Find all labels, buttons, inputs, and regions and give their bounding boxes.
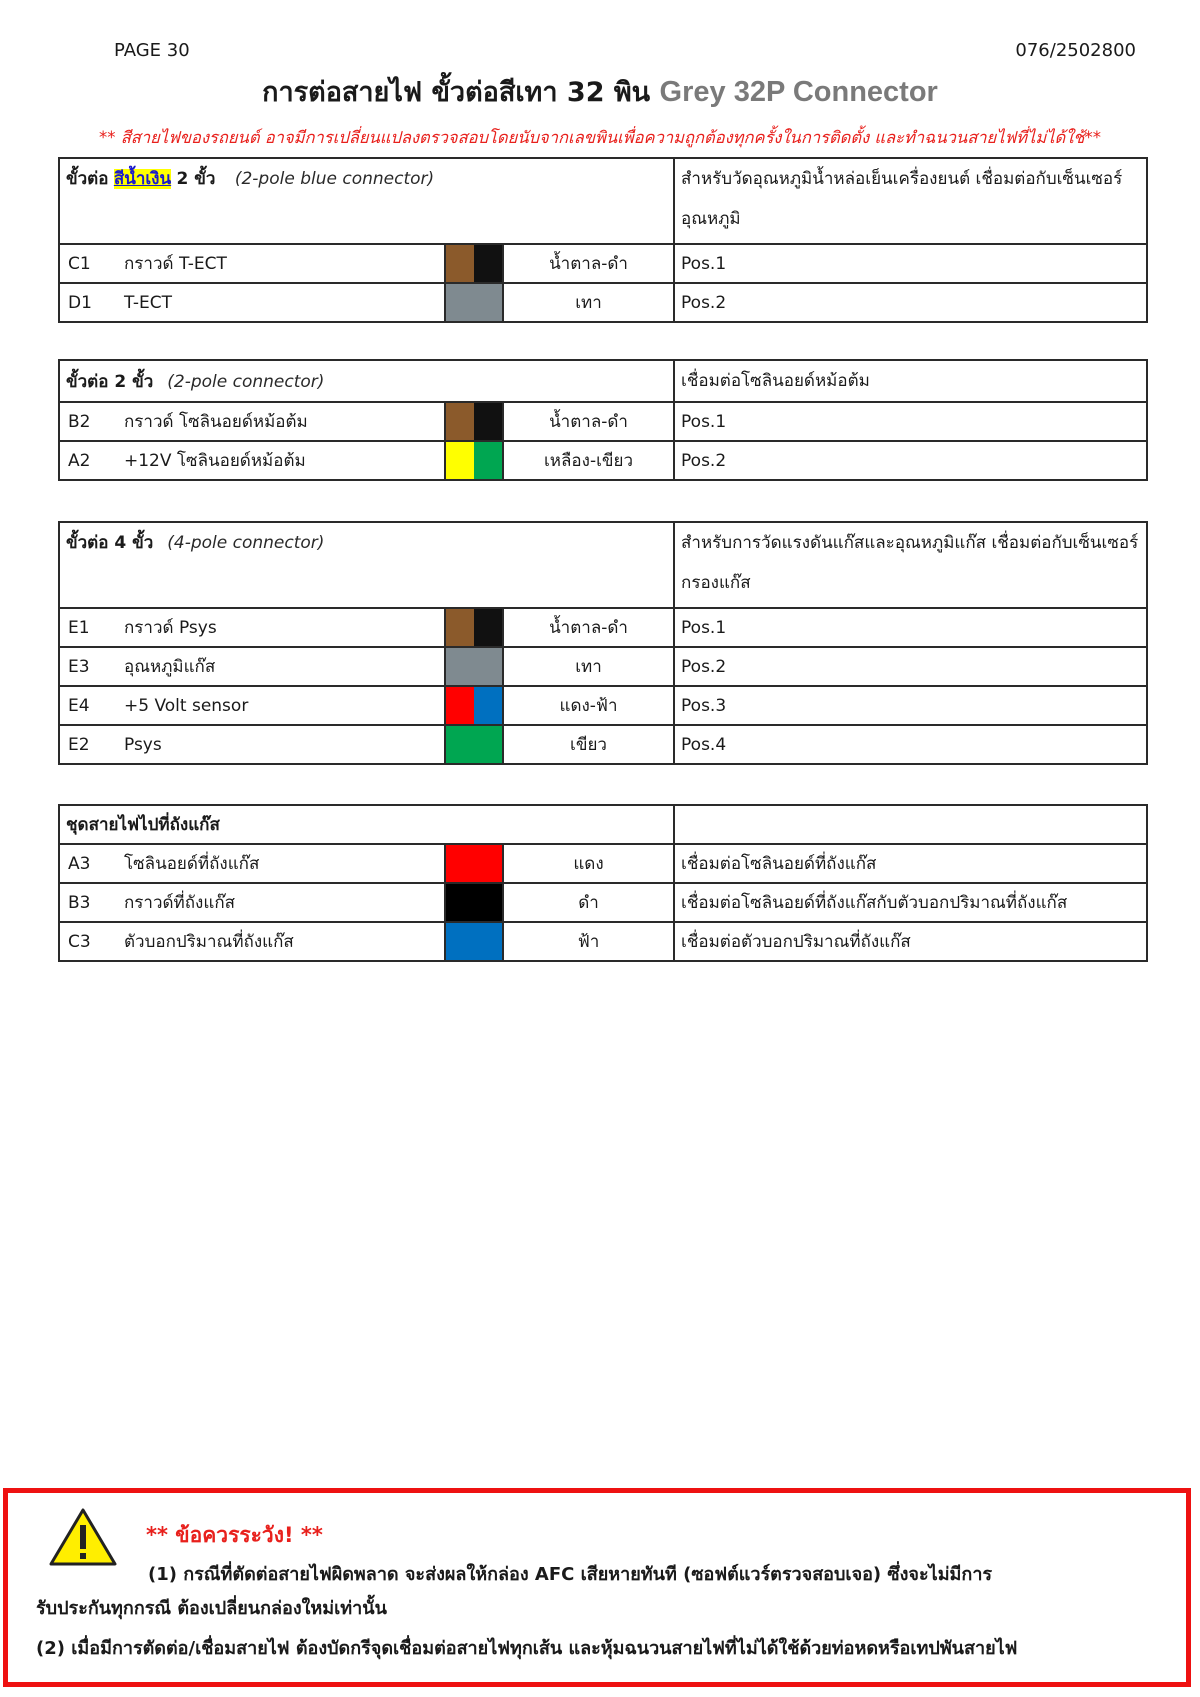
title-thai: การต่อสายไฟ ขั้วต่อสีเทา 32 พิน [262,77,651,108]
table-row: B3 กราวด์ที่ถังแก๊ส ดำ เชื่อมต่อโซลินอยด์ที่ถังแก๊สกับตัวบอกปริมาณที่ถังแก๊ส [59,883,1147,922]
table-row: C1 กราวด์ T-ECT น้ำตาล-ดำ Pos.1 [59,244,1147,283]
wire-color-swatch [445,922,503,961]
color-warning-note: ** สีสายไฟของรถยนต์ อาจมีการเปลี่ยนแปลงตรวจสอบโดยนับจากเลขพินเพื่อความถูกต้องทุกครั้งในการติดตั้ง และทำฉนวนสายไฟที่ไม่ได้ใช้** [98,128,1102,147]
wire-color-swatch [445,441,503,480]
page-title [0,70,1200,113]
wiring-table-2pole [58,359,1148,481]
table-row: E4 +5 Volt sensor แดง-ฟ้า Pos.3 [59,686,1147,725]
wire-color-swatch [445,402,503,441]
wiring-table-blue-2pole [58,157,1148,323]
wire-color-swatch [445,283,503,322]
wire-color-swatch [445,725,503,764]
wire-color-swatch [445,647,503,686]
table-header: ขั้วต่อ สีน้ำเงิน 2 ขั้ว (2-pole blue connector) [59,158,674,244]
table-header: ขั้วต่อ 4 ขั้ว (4-pole connector) [59,522,674,608]
phone-number: 076/2502800 [1015,40,1136,61]
page-number: PAGE 30 [114,40,190,61]
wire-color-swatch [445,844,503,883]
caution-line-1: (1) กรณีที่ตัดต่อสายไฟผิดพลาด จะส่งผลให้กล่อง AFC เสียหายทันที (ซอฟต์แวร์ตรวจสอบเจอ) ซึ่งจะไม่มีการ [148,1564,993,1585]
caution-title: ** ข้อควรระวัง! ** [146,1523,323,1547]
table-row: E3 อุณหภูมิแก๊ส เทา Pos.2 [59,647,1147,686]
table-row: C3 ตัวบอกปริมาณที่ถังแก๊ส ฟ้า เชื่อมต่อตัวบอกปริมาณที่ถังแก๊ส [59,922,1147,961]
table-description [674,805,1147,844]
table-row: E1 กราวด์ Psys น้ำตาล-ดำ Pos.1 [59,608,1147,647]
wire-color-swatch [445,244,503,283]
table-row: A2 +12V โซลินอยด์หม้อต้ม เหลือง-เขียว Pos.2 [59,441,1147,480]
table-header: ชุดสายไฟไปที่ถังแก๊ส [59,805,674,844]
caution-line-2: รับประกันทุกกรณี ต้องเปลี่ยนกล่องใหม่เท่านั้น [36,1598,387,1619]
table-row: E2 Psys เขียว Pos.4 [59,725,1147,764]
caution-box [3,1488,1191,1687]
table-description: เชื่อมต่อโซลินอยด์หม้อต้ม [674,360,1147,402]
table-row: D1 T-ECT เทา Pos.2 [59,283,1147,322]
wiring-table-gas-tank [58,804,1148,962]
title-english: Grey 32P Connector [659,76,938,108]
wire-color-swatch [445,686,503,725]
warning-triangle-icon [48,1507,118,1567]
table-header: ขั้วต่อ 2 ขั้ว (2-pole connector) [59,360,674,402]
table-description: สำหรับวัดอุณหภูมิน้ำหล่อเย็นเครื่องยนต์ เชื่อมต่อกับเซ็นเซอร์อุณหภูมิ [674,158,1147,244]
table-row: B2 กราวด์ โซลินอยด์หม้อต้ม น้ำตาล-ดำ Pos.1 [59,402,1147,441]
wire-color-swatch [445,608,503,647]
wiring-table-4pole [58,521,1148,765]
caution-line-3: (2) เมื่อมีการตัดต่อ/เชื่อมสายไฟ ต้องบัดกรีจุดเชื่อมต่อสายไฟทุกเส้น และหุ้มฉนวนสายไฟที่ไม่ได้ใช้ด้วยท่อหดหรือเทปพันสายไฟ [36,1638,1018,1659]
table-description: สำหรับการวัดแรงดันแก๊สและอุณหภูมิแก๊ส เชื่อมต่อกับเซ็นเซอร์กรองแก๊ส [674,522,1147,608]
wire-color-swatch [445,883,503,922]
table-row: A3 โซลินอยด์ที่ถังแก๊ส แดง เชื่อมต่อโซลินอยด์ที่ถังแก๊ส [59,844,1147,883]
